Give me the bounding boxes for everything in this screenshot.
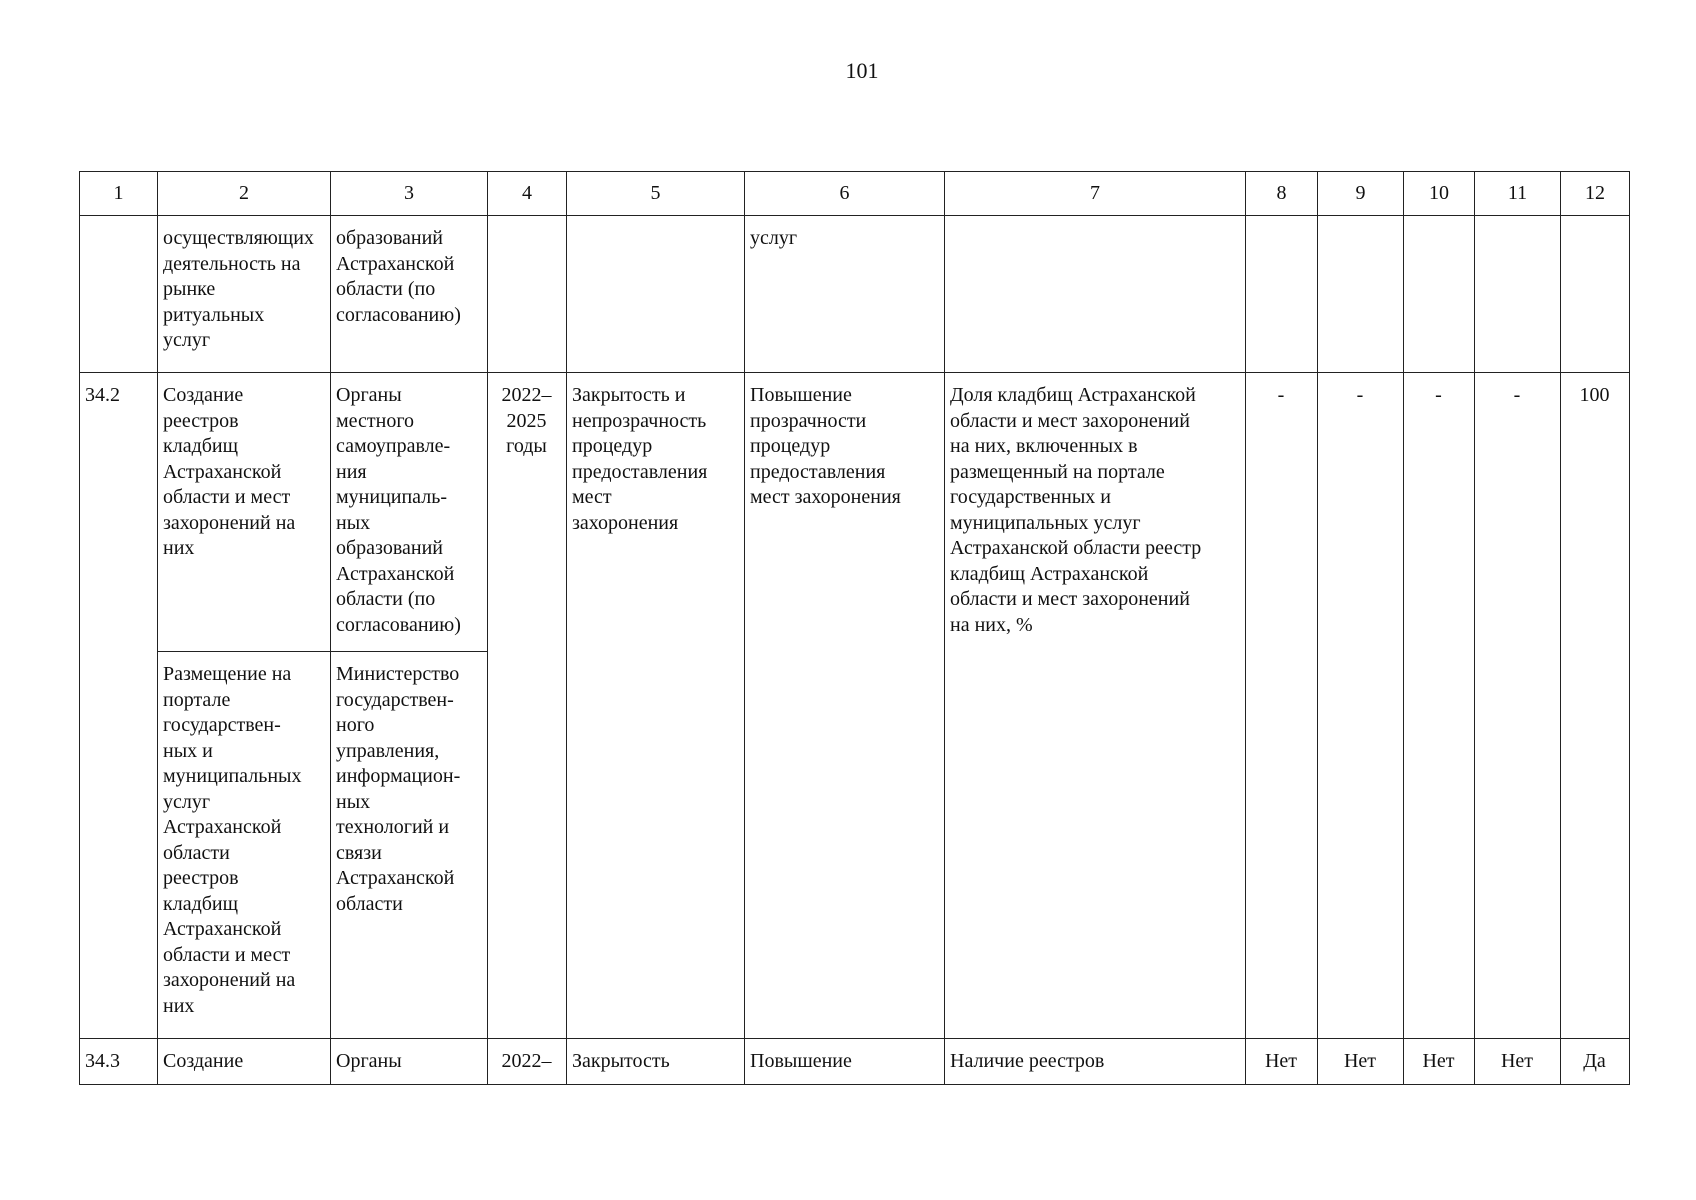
continuation-row bbox=[80, 216, 1630, 373]
page-number: 101 bbox=[845, 58, 879, 83]
period-cell: 2022– 2025 годы bbox=[488, 373, 567, 1039]
indicator-cell: Доля кладбищ Астраханской области и мест захоронений на них, включенных в размещенный на портале государственных и муниципальных услуг Астраханской области реестр кладбищ Астраханской области и мест захоронений на них, % bbox=[945, 373, 1246, 1039]
indicator-cell: Наличие реестров bbox=[945, 1039, 1246, 1085]
header-cell-8: 8 bbox=[1246, 172, 1318, 216]
header-cell-1: 1 bbox=[80, 172, 158, 216]
value-cell-10: Нет bbox=[1404, 1039, 1475, 1085]
header-cell-12: 12 bbox=[1561, 172, 1630, 216]
cont-cell-8 bbox=[1246, 216, 1318, 373]
cont-cell-7 bbox=[945, 216, 1246, 373]
value-cell-12: Да bbox=[1561, 1039, 1630, 1085]
cont-cell-10 bbox=[1404, 216, 1475, 373]
header-cell-10: 10 bbox=[1404, 172, 1475, 216]
value-cell-9: - bbox=[1318, 373, 1404, 1039]
table-row-34-3 bbox=[80, 1039, 1630, 1085]
result-cell: Повышение прозрачности процедур предоставления мест захоронения bbox=[745, 373, 945, 1039]
row-number: 34.3 bbox=[80, 1039, 158, 1085]
cont-cell-6: услуг bbox=[745, 216, 945, 373]
value-cell-8: - bbox=[1246, 373, 1318, 1039]
result-cell: Повышение bbox=[745, 1039, 945, 1085]
value-cell-11: Нет bbox=[1475, 1039, 1561, 1085]
cont-cell-5 bbox=[567, 216, 745, 373]
executor-cell: Министерство государствен- ного управления, информацион- ных технологий и связи Астраханской области bbox=[331, 652, 488, 1039]
cont-cell-4 bbox=[488, 216, 567, 373]
cont-cell-12 bbox=[1561, 216, 1630, 373]
cont-cell-9 bbox=[1318, 216, 1404, 373]
problem-cell: Закрытость bbox=[567, 1039, 745, 1085]
value-cell-9: Нет bbox=[1318, 1039, 1404, 1085]
measures-table bbox=[79, 171, 1630, 1085]
header-cell-3: 3 bbox=[331, 172, 488, 216]
header-cell-2: 2 bbox=[158, 172, 331, 216]
measure-cell: Создание bbox=[158, 1039, 331, 1085]
cont-cell-1 bbox=[80, 216, 158, 373]
value-cell-12: 100 bbox=[1561, 373, 1630, 1039]
value-cell-8: Нет bbox=[1246, 1039, 1318, 1085]
header-cell-7: 7 bbox=[945, 172, 1246, 216]
header-cell-4: 4 bbox=[488, 172, 567, 216]
header-row bbox=[80, 172, 1630, 216]
value-cell-10: - bbox=[1404, 373, 1475, 1039]
header-cell-9: 9 bbox=[1318, 172, 1404, 216]
value-cell-11: - bbox=[1475, 373, 1561, 1039]
measure-cell: Размещение на портале государствен- ных и муниципальных услуг Астраханской области реестров кладбищ Астраханской области и мест захоронений на них bbox=[158, 652, 331, 1039]
header-cell-5: 5 bbox=[567, 172, 745, 216]
cont-cell-11 bbox=[1475, 216, 1561, 373]
executor-cell: Органы местного самоуправле- ния муниципаль- ных образований Астраханской области (по согласованию) bbox=[331, 373, 488, 652]
header-cell-6: 6 bbox=[745, 172, 945, 216]
table-row-34-2 bbox=[80, 373, 1630, 652]
period-cell: 2022– bbox=[488, 1039, 567, 1085]
measure-cell: Создание реестров кладбищ Астраханской области и мест захоронений на них bbox=[158, 373, 331, 652]
cont-cell-3: образований Астраханской области (по согласованию) bbox=[331, 216, 488, 373]
cont-cell-2: осуществляющих деятельность на рынке ритуальных услуг bbox=[158, 216, 331, 373]
row-number: 34.2 bbox=[80, 373, 158, 1039]
executor-cell: Органы bbox=[331, 1039, 488, 1085]
header-cell-11: 11 bbox=[1475, 172, 1561, 216]
problem-cell: Закрытость и непрозрачность процедур предоставления мест захоронения bbox=[567, 373, 745, 1039]
